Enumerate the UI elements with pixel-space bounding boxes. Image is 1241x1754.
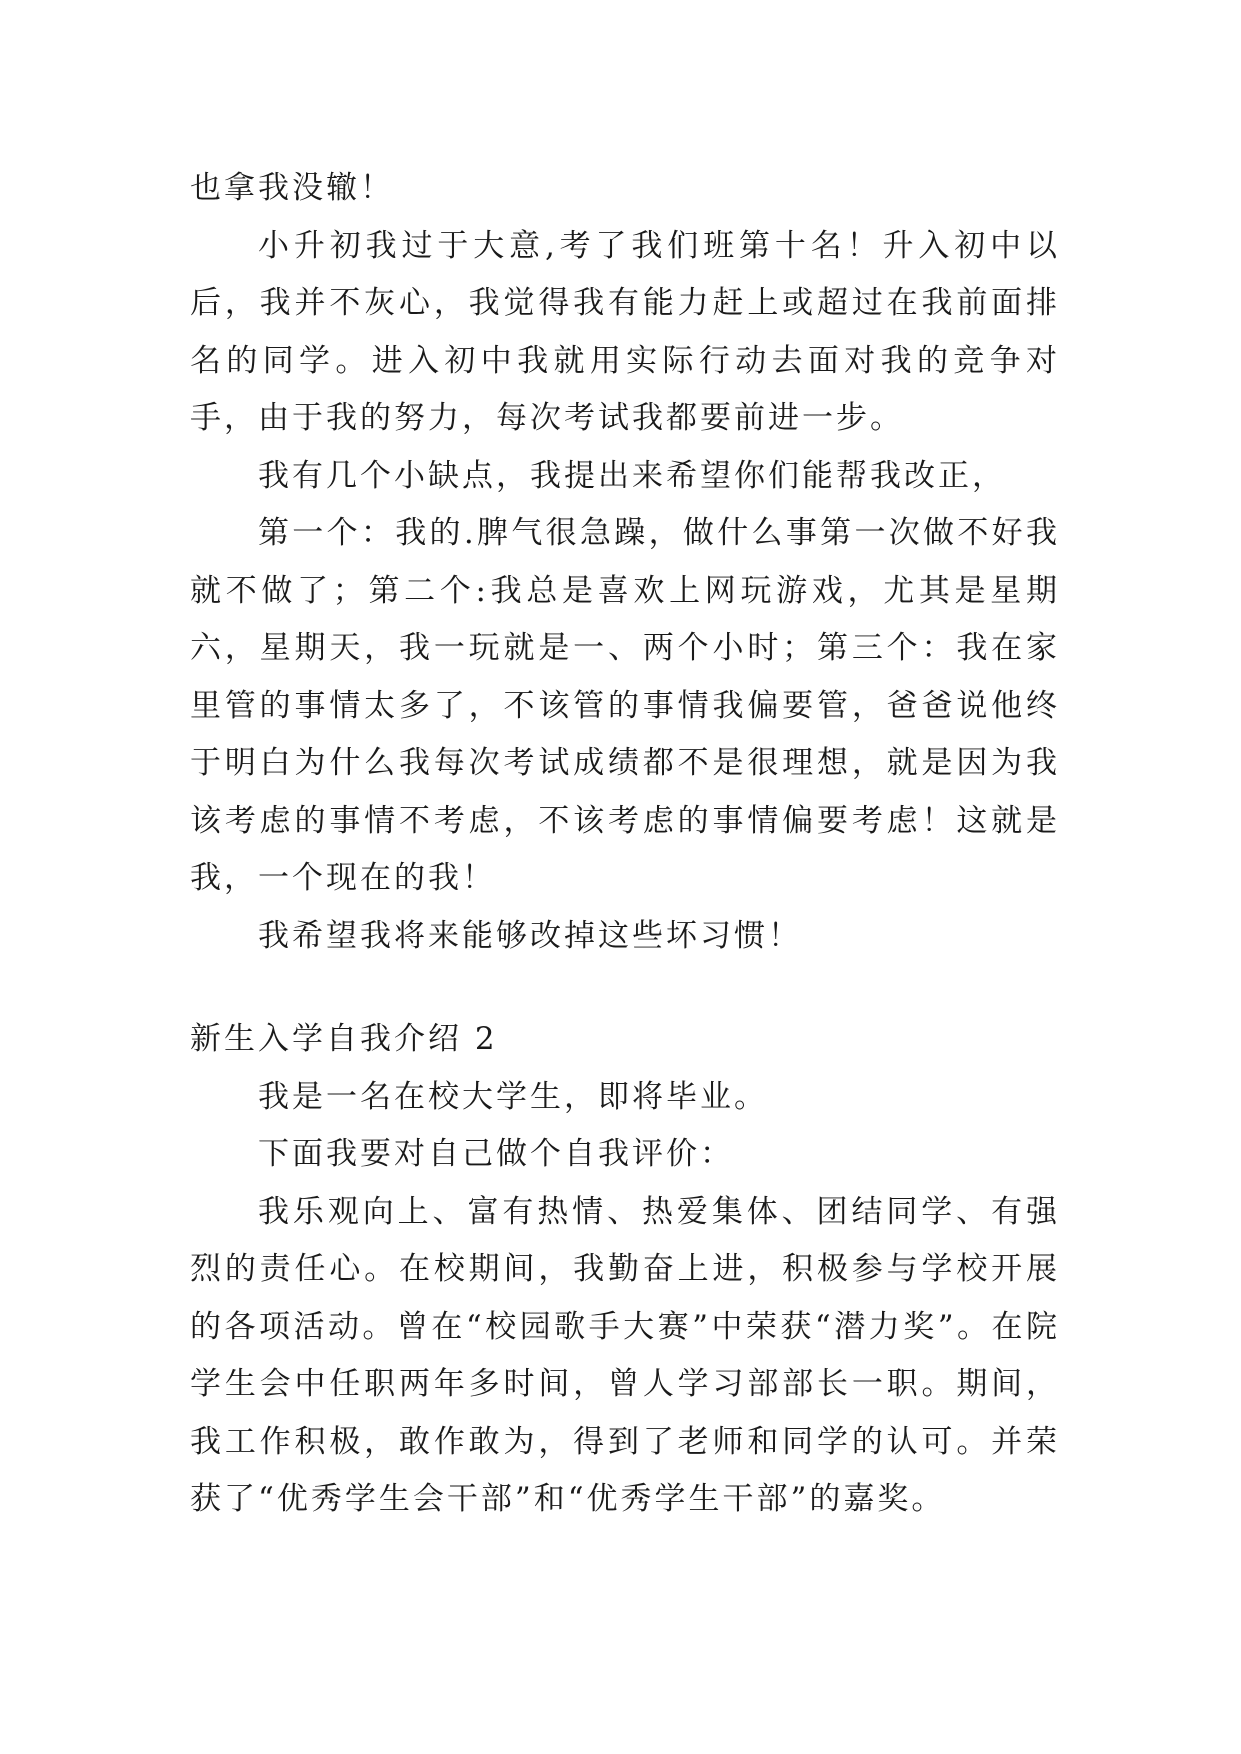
paragraph-exam-ranking: 小升初我过于大意,考了我们班第十名！升入初中以后，我并不灰心，我觉得我有能力赶上或超过在我前面排名的同学。进入初中我就用实际行动去面对我的竞争对手，由于我的努力，每次考试我都要前进一步。 (190, 227, 1060, 436)
section-title: 新生入学自我介绍 2 (190, 1021, 498, 1057)
paragraph-self-evaluation-intro: 下面我要对自己做个自我评价： (258, 1136, 734, 1172)
paragraph-continuation: 也拿我没辙！ (190, 170, 394, 206)
paragraph-shortcomings-intro: 我有几个小缺点，我提出来希望你们能帮我改正， (258, 457, 1006, 494)
paragraph-student-intro: 我是一名在校大学生，即将毕业。 (258, 1078, 768, 1115)
paragraph-shortcomings-list: 第一个：我的.脾气很急躁，做什么事第一次做不好我就不做了；第二个:我总是喜欢上网玩游戏，尤其是星期六，星期天，我一玩就是一、两个小时；第三个：我在家里管的事情太多了，不该管的事情我偏要管，爸爸说他终于明白为什么我每次考试成绩都不是很理想，就是因为我该考虑的事情不考虑，不该考虑的事情偏要考虑！这就是我，一个现在的我！ (190, 515, 1060, 896)
paragraph-self-evaluation: 我乐观向上、富有热情、热爱集体、团结同学、有强烈的责任心。在校期间，我勤奋上进，积极参与学校开展的各项活动。曾在“校园歌手大赛”中荣获“潜力奖”。在院学生会中任职两年多时间，曾人学习部部长一职。期间，我工作积极，敢作敢为，得到了老师和同学的认可。并荣获了“优秀学生会干部”和“优秀学生干部”的嘉奖。 (190, 1193, 1060, 1517)
paragraph-hope: 我希望我将来能够改掉这些坏习惯！ (258, 917, 802, 954)
document-body (190, 160, 1060, 1529)
